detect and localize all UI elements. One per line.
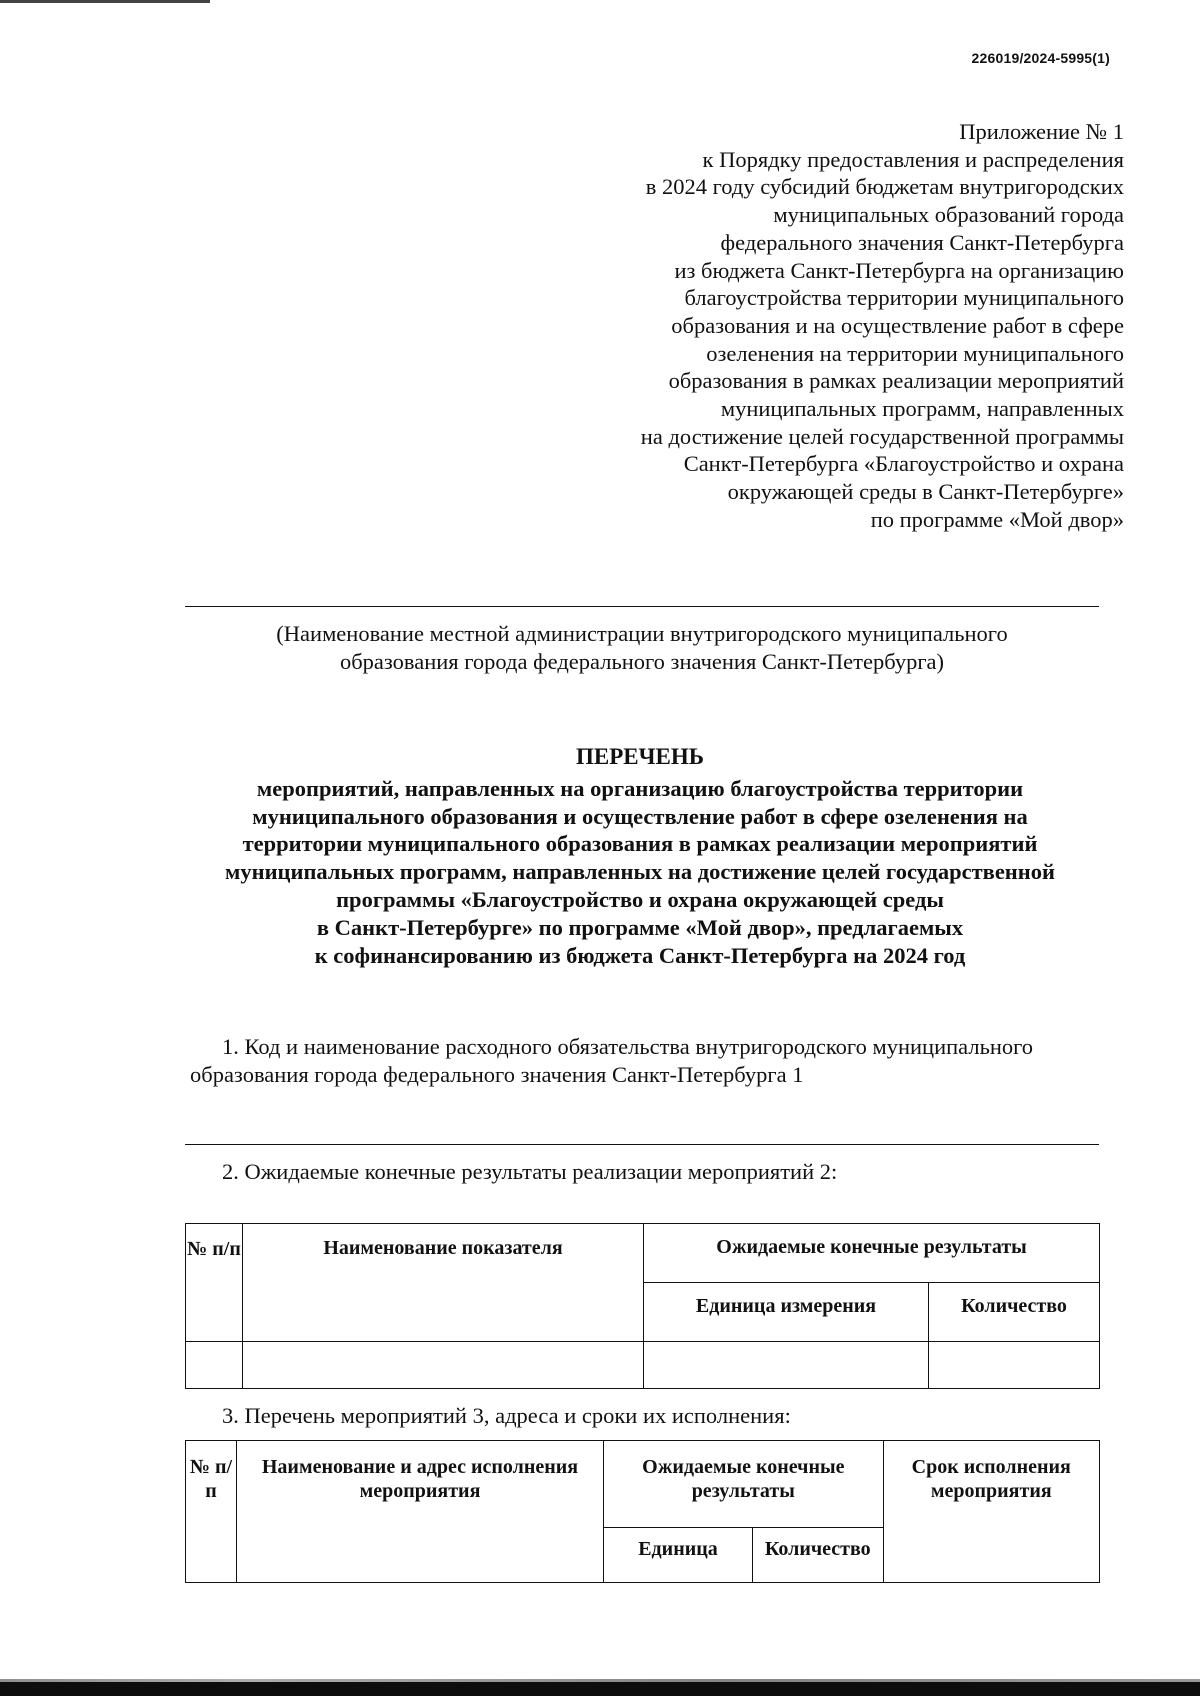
results-table [185,1223,1100,1389]
document-subtitle-line: в Санкт-Петербурге» по программе «Мой двор», предлагаемых [316,914,964,940]
column-indicator-name: Наименование показателя [243,1224,644,1342]
document-id: 226019/2024-5995(1) [971,50,1110,66]
activities-table [185,1440,1100,1583]
appendix-line: образования в рамках реализации мероприятий [668,368,1124,394]
document-subtitle-line: мероприятий, направленных на организацию благоустройства территории [256,775,1024,801]
appendix-line: из бюджета Санкт-Петербурга на организацию [674,257,1124,283]
section-1-line: 1. Код и наименование расходного обязательства внутригородского муниципального [222,1034,1034,1059]
appendix-line: Санкт-Петербурга «Благоустройство и охрана [683,451,1124,477]
table-cell [644,1342,929,1389]
scan-artifact-bottom [0,1682,1200,1696]
appendix-line: по программе «Мой двор» [870,506,1124,532]
document-title-block [150,743,1130,969]
organization-name-line [185,606,1099,607]
document-subtitle-line: к софинансированию из бюджета Санкт-Петербурга на 2024 год [314,942,966,968]
document-subtitle-line: программы «Благоустройство и охрана окружающей среды [336,886,944,912]
column-expected-results: Ожидаемые конечные результаты [644,1224,1100,1283]
column-number: № п/п [186,1441,237,1583]
appendix-line: озеленения на территории муниципального [706,340,1124,366]
expense-obligation-line [185,1144,1099,1145]
section-1-line: образования города федерального значения Санкт-Петербурга 1 [190,1062,804,1087]
appendix-line: окружающей среды в Санкт-Петербурге» [727,479,1124,505]
table-cell [243,1342,644,1389]
section-2 [190,1158,1100,1186]
appendix-line: муниципальных образований города [773,202,1124,228]
column-unit: Единица [604,1528,753,1583]
document-subtitle-line: муниципального образования и осуществление работ в сфере озеленения на [252,803,1028,829]
document-title: ПЕРЕЧЕНЬ [576,744,704,769]
appendix-line: на достижение целей государственной программы [640,423,1124,449]
document-subtitle-line: территории муниципального образования в рамках реализации мероприятий [242,831,1038,857]
appendix-line: образования и на осуществление работ в сфере [671,312,1124,338]
appendix-line: к Порядку предоставления и распределения [702,146,1124,172]
organization-caption [185,620,1099,676]
appendix-line: благоустройства территории муниципального [684,285,1124,311]
appendix-header [524,118,1124,534]
column-activity-name-address: Наименование и адрес исполнения мероприятия [237,1441,604,1583]
document-subtitle-line: муниципальных программ, направленных на достижение целей государственной [225,859,1055,885]
section-3 [190,1402,1100,1430]
scan-artifact-top [0,0,210,3]
appendix-line: муниципальных программ, направленных [720,396,1124,422]
column-quantity: Количество [753,1528,884,1583]
column-expected-results: Ожидаемые конечные результаты [604,1441,884,1528]
column-number: № п/п [186,1224,243,1342]
table-header-row [186,1441,1100,1528]
column-quantity: Количество [929,1283,1100,1342]
organization-caption-line: образования города федерального значения Санкт-Петербурга) [339,649,945,674]
section-3-heading: 3. Перечень мероприятий 3, адреса и сроки их исполнения: [222,1403,791,1428]
organization-block [185,606,1099,676]
section-1 [190,1033,1100,1089]
appendix-line: федерального значения Санкт-Петербурга [720,229,1124,255]
column-execution-term: Срок исполнения мероприятия [883,1441,1099,1583]
table-header-row [186,1224,1100,1283]
appendix-line: Приложение № 1 [959,119,1124,144]
column-unit: Единица измерения [644,1283,929,1342]
section-2-heading: 2. Ожидаемые конечные результаты реализации мероприятий 2: [222,1159,838,1184]
table-row [186,1342,1100,1389]
organization-caption-line: (Наименование местной администрации внутригородского муниципального [276,621,1008,646]
table-cell [929,1342,1100,1389]
table-cell [186,1342,243,1389]
appendix-line: в 2024 году субсидий бюджетам внутригородских [645,174,1124,200]
